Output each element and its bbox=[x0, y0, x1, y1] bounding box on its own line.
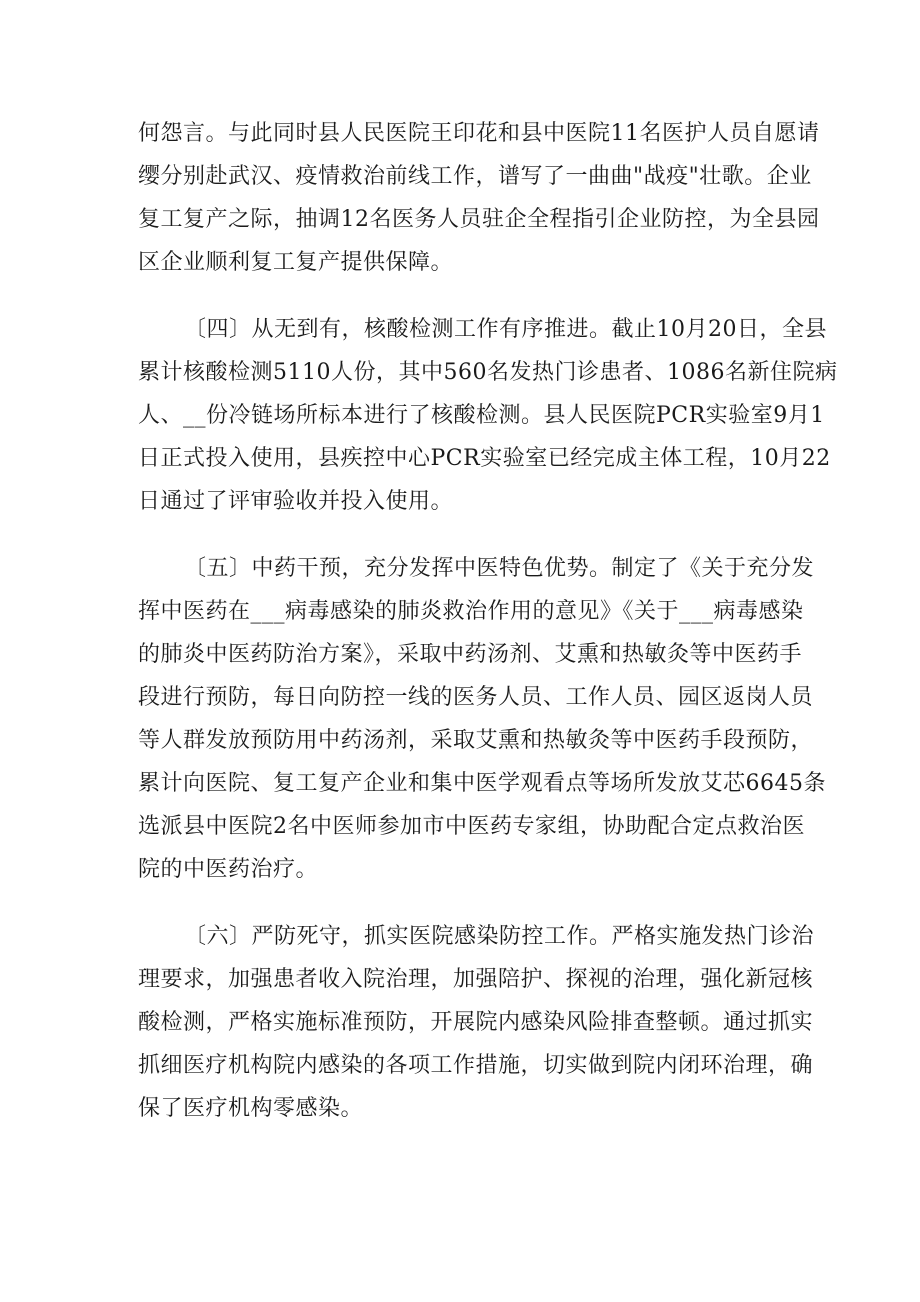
text-line: 选派县中医院2名中医师参加市中医药专家组，协助配合定点救治医 bbox=[138, 814, 805, 839]
paragraph-continuation bbox=[138, 112, 820, 284]
text-line: 复工复产之际，抽调12名医务人员驻企全程指引企业防控，为全县园 bbox=[138, 207, 820, 232]
text-line: 日通过了评审验收并投入使用。 bbox=[138, 489, 454, 514]
text-line: 等人群发放预防用中药汤剂，采取艾熏和热敏灸等中医药手段预防， bbox=[138, 728, 814, 753]
text-line: 累计核酸检测5110人份，其中560名发热门诊患者、1086名新住院病 bbox=[138, 360, 838, 385]
paragraph-tcm-intervention bbox=[138, 547, 826, 891]
document-body bbox=[138, 112, 838, 1154]
text-line: 〔六〕严防死守，抓实医院感染防控工作。严格实施发热门诊治 bbox=[184, 924, 815, 949]
paragraph-hospital-infection-control bbox=[138, 915, 815, 1130]
text-line: 〔四〕从无到有，核酸检测工作有序推进。截止10月20日，全县 bbox=[184, 317, 827, 342]
text-line: 〔五〕中药干预，充分发挥中医特色优势。制定了《关于充分发 bbox=[184, 556, 815, 581]
text-line: 的肺炎中医药防治方案》，采取中药汤剂、艾熏和热敏灸等中医药手 bbox=[138, 642, 803, 667]
text-line: 区企业顺利复工复产提供保障。 bbox=[138, 250, 454, 275]
text-line: 挥中医药在___病毒感染的肺炎救治作用的意见》《关于___病毒感染 bbox=[138, 599, 804, 624]
text-line: 日正式投入使用，县疾控中心PCR实验室已经完成主体工程，10月22 bbox=[138, 446, 831, 471]
text-line: 缨分别赴武汉、疫情救治前线工作，谱写了一曲曲"战疫"壮歌。企业 bbox=[138, 164, 812, 189]
text-line: 人、__份冷链场所标本进行了核酸检测。县人民医院PCR实验室9月1 bbox=[138, 403, 825, 428]
text-line: 酸检测，严格实施标准预防，开展院内感染风险排查整顿。通过抓实 bbox=[138, 1010, 814, 1035]
paragraph-nucleic-acid-testing bbox=[138, 308, 838, 523]
text-line: 院的中医药治疗。 bbox=[138, 857, 319, 882]
text-line: 段进行预防，每日向防控一线的医务人员、工作人员、园区返岗人员 bbox=[138, 685, 814, 710]
text-line: 何怨言。与此同时县人民医院王印花和县中医院11名医护人员自愿请 bbox=[138, 121, 820, 146]
text-line: 理要求，加强患者收入院治理，加强陪护、探视的治理，强化新冠核 bbox=[138, 967, 814, 992]
text-line: 保了医疗机构零感染。 bbox=[138, 1096, 364, 1121]
text-line: 累计向医院、复工复产企业和集中医学观看点等场所发放艾芯6645条 bbox=[138, 771, 826, 796]
text-line: 抓细医疗机构院内感染的各项工作措施，切实做到院内闭环治理，确 bbox=[138, 1053, 814, 1078]
